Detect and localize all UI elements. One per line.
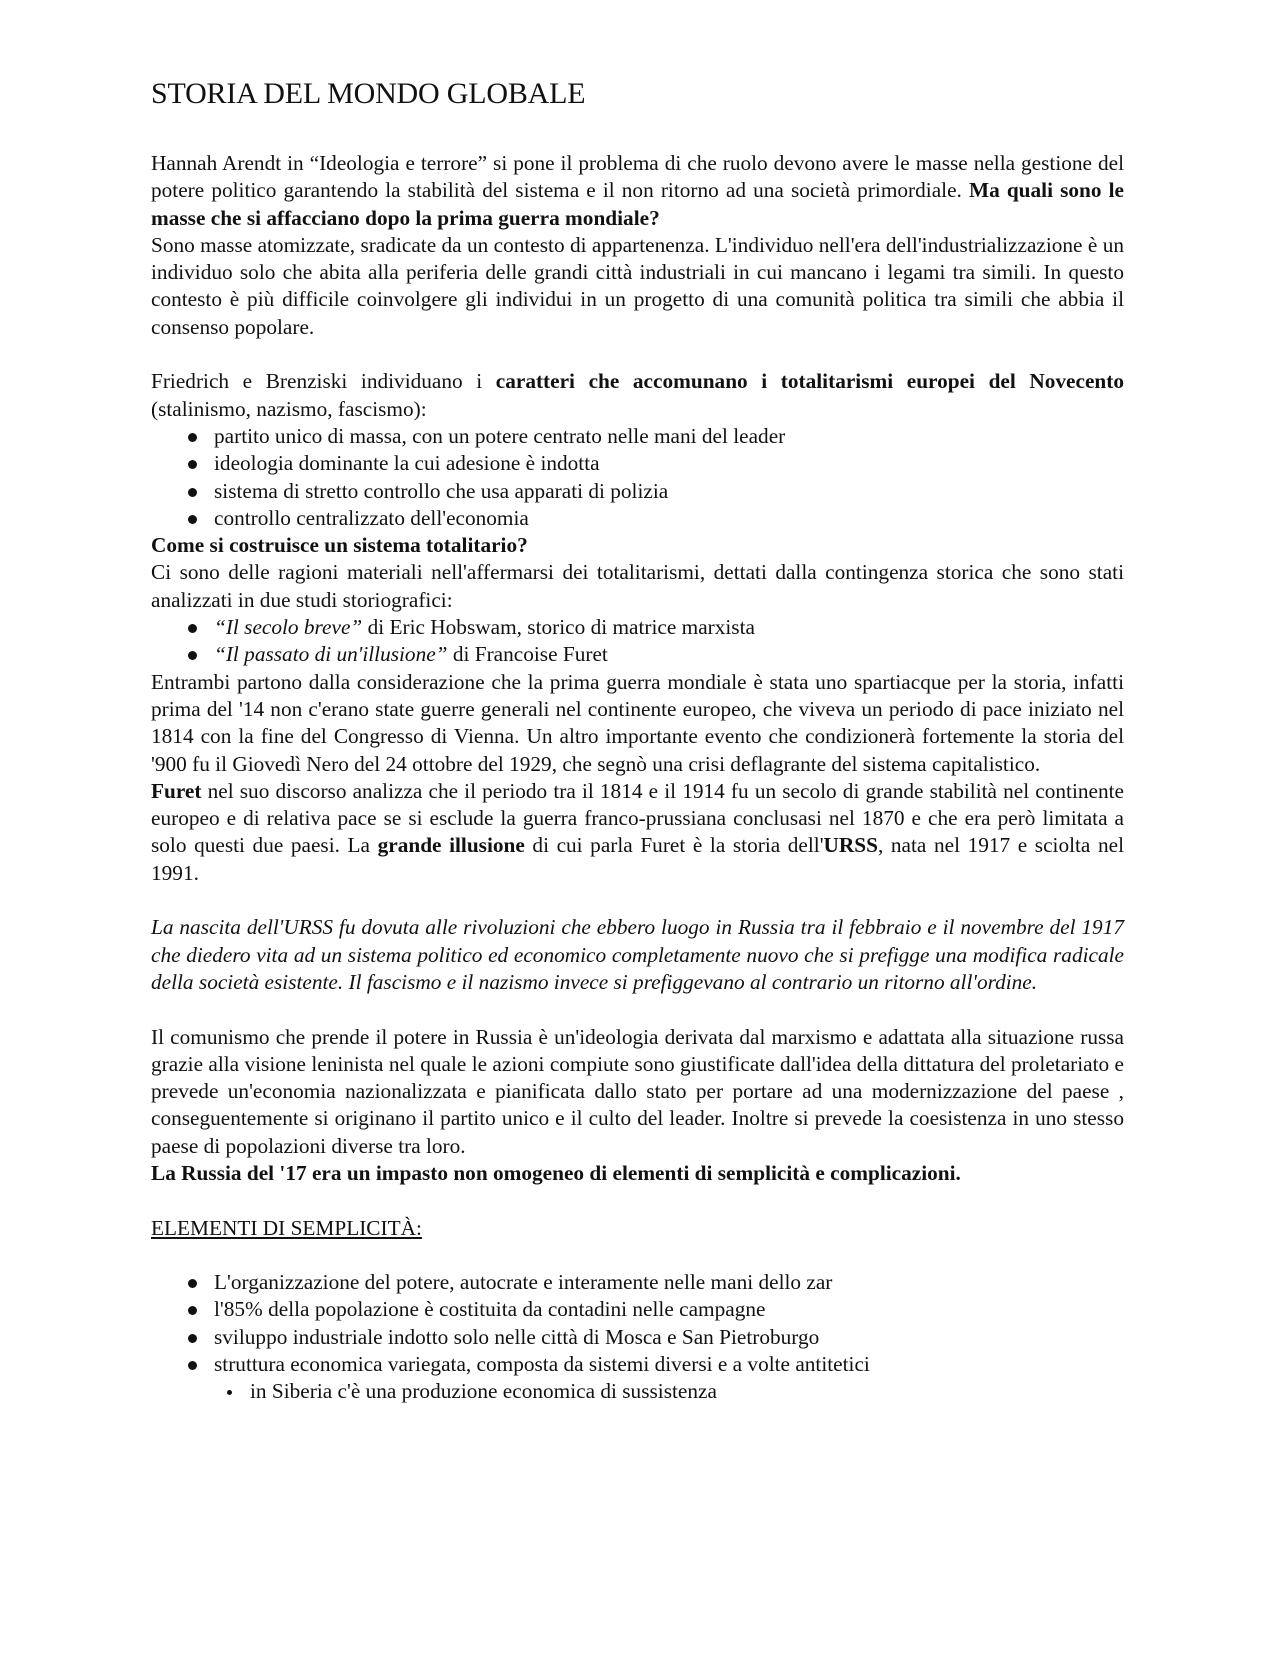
list-item: sviluppo industriale indotto solo nelle città di Mosca e San Pietroburgo: [151, 1324, 1124, 1351]
bold-text: grande illusione: [377, 833, 525, 858]
list-item: [151, 614, 1124, 641]
bold-text: caratteri che accomunano i totalitarismi europei del Novecento: [495, 369, 1124, 394]
list-item: struttura economica variegata, composta da sistemi diversi e a volte antitetici: [151, 1351, 1124, 1378]
sublist: [151, 1378, 1124, 1405]
italic-text: La nascita dell'URSS fu dovuta alle rivoluzioni che ebbero luogo in Russia tra il febbraio e il novembre del 1917 che diedero vita ad un sistema politico ed economico completamente nuovo che si prefigge una modifica radicale della società esistente. Il fascismo e il nazismo invece si prefiggevano al contrario un ritorno all'ordine.: [151, 915, 1124, 994]
paragraph-furet: [151, 778, 1124, 887]
text: di Eric Hobswam, storico di matrice marxista: [362, 615, 755, 640]
list-item: [151, 641, 1124, 668]
text: Hannah Arendt in “Ideologia e terrore” si pone il problema di che ruolo devono avere le masse nella gestione del potere politico garantendo la stabilità del sistema e il non ritorno ad una società primordiale.: [151, 151, 1124, 203]
document-title: STORIA DEL MONDO GLOBALE: [151, 77, 586, 110]
book-title: “Il passato di un'illusione”: [214, 642, 448, 667]
underlined-heading: ELEMENTI DI SEMPLICITÀ:: [151, 1215, 422, 1240]
text: , nata nel 1917 e sciolta nel 1991.: [151, 833, 1124, 885]
text: di cui parla Furet è la storia dell': [524, 833, 824, 858]
paragraph-ragioni: Ci sono delle ragioni materiali nell'affermarsi dei totalitarismi, dettati dalla contingenza storica che sono stati analizzati in due studi storiografici:: [151, 560, 1124, 612]
paragraph-comunismo: Il comunismo che prende il potere in Russia è un'ideologia derivata dal marxismo e adattata alla situazione russa grazie alla visione leninista nel quale le azioni compiute sono giustificate dall'idea della dittatura del proletariato e prevede un'economia nazionalizzata e pianificata dallo stato per portare ad una modernizzazione del paese , conseguentemente si originano il partito unico e il culto del leader. Inoltre si prevede la coesistenza in uno stesso paese di popolazioni diverse tra loro.: [151, 1024, 1124, 1158]
bold-heading: Come si costruisce un sistema totalitario?: [151, 533, 528, 558]
list-semplicita: [151, 1269, 1124, 1378]
bold-text: La Russia del '17 era un impasto non omogeneo di elementi di semplicità e complicazioni.: [151, 1160, 961, 1185]
text: nel suo discorso analizza che il periodo tra il 1814 e il 1914 fu un secolo di grande stabilità nel continente europeo e di relativa pace se si esclude la guerra franco-prussiana conclusasi nel 1870 e che era però limitata a solo questi due paesi. La: [151, 778, 1124, 858]
list-item: l'85% della popolazione è costituita da contadini nelle campagne: [151, 1296, 1124, 1323]
section-heading: [151, 1215, 1124, 1242]
text: (stalinismo, nazismo, fascismo):: [151, 396, 427, 421]
bold-text: URSS: [823, 833, 878, 858]
list-item: ideologia dominante la cui adesione è indotta: [151, 450, 1124, 477]
paragraph-entrambi: Entrambi partono dalla considerazione che la prima guerra mondiale è stata uno spartiacque per la storia, infatti prima del '14 non c'erano state guerre generali nel continente europeo, che viveva un periodo di pace iniziato nel 1814 con la fine del Congresso di Vienna. Un altro importante evento che condizionerà fortemente la storia del '900 fu il Giovedì Nero del 24 ottobre del 1929, che segnò una crisi deflagrante del sistema capitalistico.: [151, 669, 1124, 776]
paragraph-friedrich: [151, 368, 1124, 423]
list-item: L'organizzazione del potere, autocrate e interamente nelle mani dello zar: [151, 1269, 1124, 1296]
sublist-item: in Siberia c'è una produzione economica di sussistenza: [151, 1378, 1124, 1405]
list-studies: [151, 614, 1124, 669]
paragraph-urss-italic: [151, 914, 1124, 996]
bold-text: Furet: [151, 778, 202, 803]
paragraph-russia-bold: [151, 1160, 1124, 1187]
list-totalitarian-traits: [151, 423, 1124, 532]
list-item: sistema di stretto controllo che usa apparati di polizia: [151, 478, 1124, 505]
book-title: “Il secolo breve”: [214, 615, 363, 640]
paragraph-masse: Sono masse atomizzate, sradicate da un contesto di appartenenza. L'individuo nell'era dell'industrializzazione è un individuo solo che abita alla periferia delle grandi città industriali in cui mancano i legami tra simili. In questo contesto è più difficile coinvolgere gli individui in un progetto di una comunità politica tra simili che abbia il consenso popolare.: [151, 232, 1124, 339]
heading-question: [151, 532, 1124, 559]
text: di Francoise Furet: [447, 642, 608, 667]
document-page: [151, 76, 1124, 1406]
text: Friedrich e Brenziski individuano i: [151, 369, 496, 394]
list-item: partito unico di massa, con un potere centrato nelle mani del leader: [151, 423, 1124, 450]
list-item: controllo centralizzato dell'economia: [151, 505, 1124, 532]
bold-question: Ma quali sono le masse che si affacciano dopo la prima guerra mondiale?: [151, 178, 1124, 230]
paragraph-arendt: [151, 150, 1124, 232]
